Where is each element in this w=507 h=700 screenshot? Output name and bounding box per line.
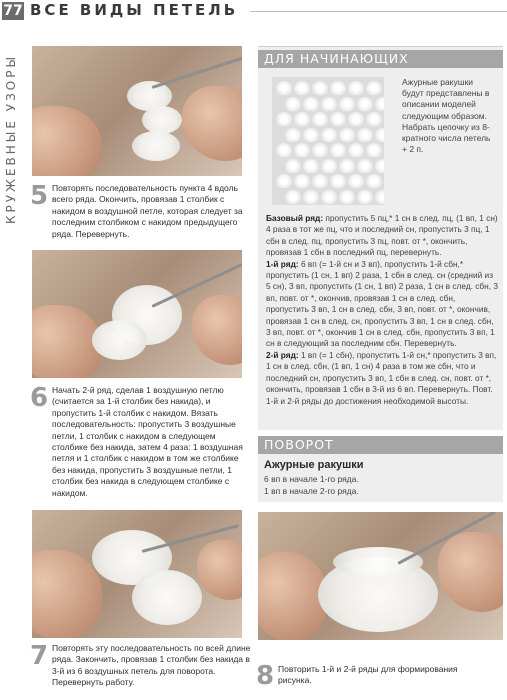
step-5-text: Повторять последовательность пункта 4 вдоль всего ряда. Окончить, провязав 1 столбик с накидом в воздушной петле, которая следует за последним столбиком с накидом предыдущего ряда. Перевернуть. [52, 183, 243, 239]
base-row-label: Базовый ряд: [266, 213, 324, 223]
swatch-shell [375, 190, 384, 204]
beginners-intro: Ажурные ракушки будут представлены в описании моделей следующим образом. Набрать цепочку из 8-кратного числа петель + 2 п. [402, 77, 491, 155]
step-8-photo [258, 512, 503, 640]
step-7-number: 7 [30, 641, 49, 671]
row-2-text: 1 вп (= 1 сбн), пропустить 1-й сн,* пропустить 3 вп, 1 сн в след. сбн, (1 вп, 1 сн) 4 раза в том же сбн, что и последний сн, пропустить 3 вп, 1 сбн в след. сн, повт. от *, окончить, провязав 1 сбн в 3-й из 6 вп. Перевернуть. Повт. 1-й и 2-й ряды до достижения необходимой высоты. [266, 349, 497, 406]
step-6 [30, 384, 252, 502]
swatch-shell [285, 159, 301, 173]
swatch-shell [348, 81, 364, 95]
swatch-shell [312, 143, 328, 157]
page-header [0, 0, 507, 22]
page-number: 77 [3, 3, 23, 19]
beginners-title: ДЛЯ НАЧИНАЮЩИХ [258, 50, 503, 68]
swatch-shell [375, 97, 384, 111]
swatch-shell [330, 81, 346, 95]
swatch-shell [339, 159, 355, 173]
step-5-number: 5 [30, 181, 49, 211]
side-section-label: КРУЖЕВНЫЕ УЗОРЫ [4, 53, 18, 225]
step-8-number: 8 [256, 661, 275, 691]
turning-subtitle: Ажурные ракушки [264, 459, 364, 471]
swatch-shell [348, 112, 364, 126]
turning-line-1: 6 вп в начале 1-го ряда. [264, 474, 359, 484]
step-7-photo [32, 510, 242, 638]
header-divider [250, 11, 507, 12]
swatch-shell [366, 143, 382, 157]
swatch-shell [339, 97, 355, 111]
side-label-container [2, 24, 20, 254]
turning-line-2: 1 вп в начале 2-го ряда. [264, 486, 359, 496]
swatch-shell [366, 112, 382, 126]
step-5-photo [32, 46, 242, 176]
beginners-instructions [266, 213, 498, 407]
swatch-shell [294, 81, 310, 95]
step-8 [256, 662, 496, 698]
swatch-shell [330, 174, 346, 188]
shell-stitch-swatch [272, 77, 384, 205]
swatch-shell [357, 159, 373, 173]
swatch-shell [339, 190, 355, 204]
step-6-photo [32, 250, 242, 378]
swatch-shell [303, 190, 319, 204]
swatch-shell [285, 128, 301, 142]
swatch-shell [312, 112, 328, 126]
swatch-shell [276, 81, 292, 95]
swatch-shell [366, 81, 382, 95]
swatch-shell [321, 128, 337, 142]
swatch-shell [276, 143, 292, 157]
swatch-shell [339, 128, 355, 142]
swatch-shell [330, 143, 346, 157]
swatch-shell [348, 174, 364, 188]
row-1-text: 6 вп (= 1-й сн и 3 вп), пропустить 1-й сбн,* пропустить (1 сн, 1 вп) 2 раза, 1 сбн в след. сн (средний из 5 сн), 3 вп, пропустить (1 сн, 1 вп) 2 раза, 1 сн в след. сбн, 3 вп, повт. от *, окончив, провязав 1 сн в след. сбн, пропустить 3 вп, 1 сн в след. сбн, 3 вп, повт. от *, окончив, провязав 1 сн в след. сн, пропустить 3 вп, 1 сн в след. сбн, 3 вп, повт. от *, окончив 1 сн в след. сбн, пропустить 3 вп, 1 сн в следующий за последним сбн. Перевернуть. [266, 258, 498, 349]
step-6-text: Начать 2-й ряд, сделав 1 воздушную петлю (считается за 1-й столбик без накида), и пропустить 1-й столбик с накидом. Вязать последовательность: пропустить 3 воздушные петли, 1 столбик с накидом в следующем столбике без накида, затем 4 раза: 1 воздушная петля и 1 столбик с накидом в том же столбике без накида, пропустить 3 воздушные петли, 1 столбик без накида в следующем столбике с накидом. [52, 385, 243, 498]
swatch-shell [312, 81, 328, 95]
swatch-shell [357, 97, 373, 111]
step-8-text: Повторить 1-й и 2-й ряды для формирования рисунка. [278, 664, 458, 686]
swatch-shell [321, 190, 337, 204]
swatch-shell [303, 159, 319, 173]
swatch-shell [312, 174, 328, 188]
step-7-text: Повторять эту последовательность по всей длине ряда. Закончить, провязав 1 столбик без накида в 3-й из 6 воздушных петель для поворота. Перевернуть работу. [52, 643, 251, 688]
swatch-shell [294, 143, 310, 157]
turning-title: ПОВОРОТ [258, 436, 503, 454]
swatch-shell [375, 128, 384, 142]
row-1-label: 1-й ряд: [266, 258, 299, 269]
page-title: ВСЕ ВИДЫ ПЕТЕЛЬ [30, 1, 239, 19]
swatch-shell [357, 190, 373, 204]
swatch-shell [303, 97, 319, 111]
swatch-shell [375, 159, 384, 173]
row-2-label: 2-й ряд: [266, 349, 299, 360]
beginners-panel [258, 46, 503, 430]
swatch-shell [366, 174, 382, 188]
swatch-shell [276, 174, 292, 188]
swatch-shell [285, 190, 301, 204]
swatch-shell [276, 112, 292, 126]
swatch-shell [303, 128, 319, 142]
swatch-shell [285, 97, 301, 111]
swatch-shell [294, 112, 310, 126]
swatch-shell [348, 143, 364, 157]
step-7 [30, 642, 252, 698]
swatch-shell [321, 97, 337, 111]
swatch-shell [321, 159, 337, 173]
base-row-text: пропустить 5 пц,* 1 сн в след. пц, (1 вп, 1 сн) 4 раза в тот же пц, что и последний сн, пропустить 3 пц, 1 сбн в след. пц, пропустить 3 пц, повт. от *, окончить, провязав 1 сбн в последний пц, перевернуть. [266, 213, 498, 258]
step-5 [30, 182, 252, 252]
swatch-shell [294, 174, 310, 188]
step-6-number: 6 [30, 383, 49, 413]
swatch-shell [357, 128, 373, 142]
swatch-shell [330, 112, 346, 126]
turning-box [258, 436, 503, 502]
